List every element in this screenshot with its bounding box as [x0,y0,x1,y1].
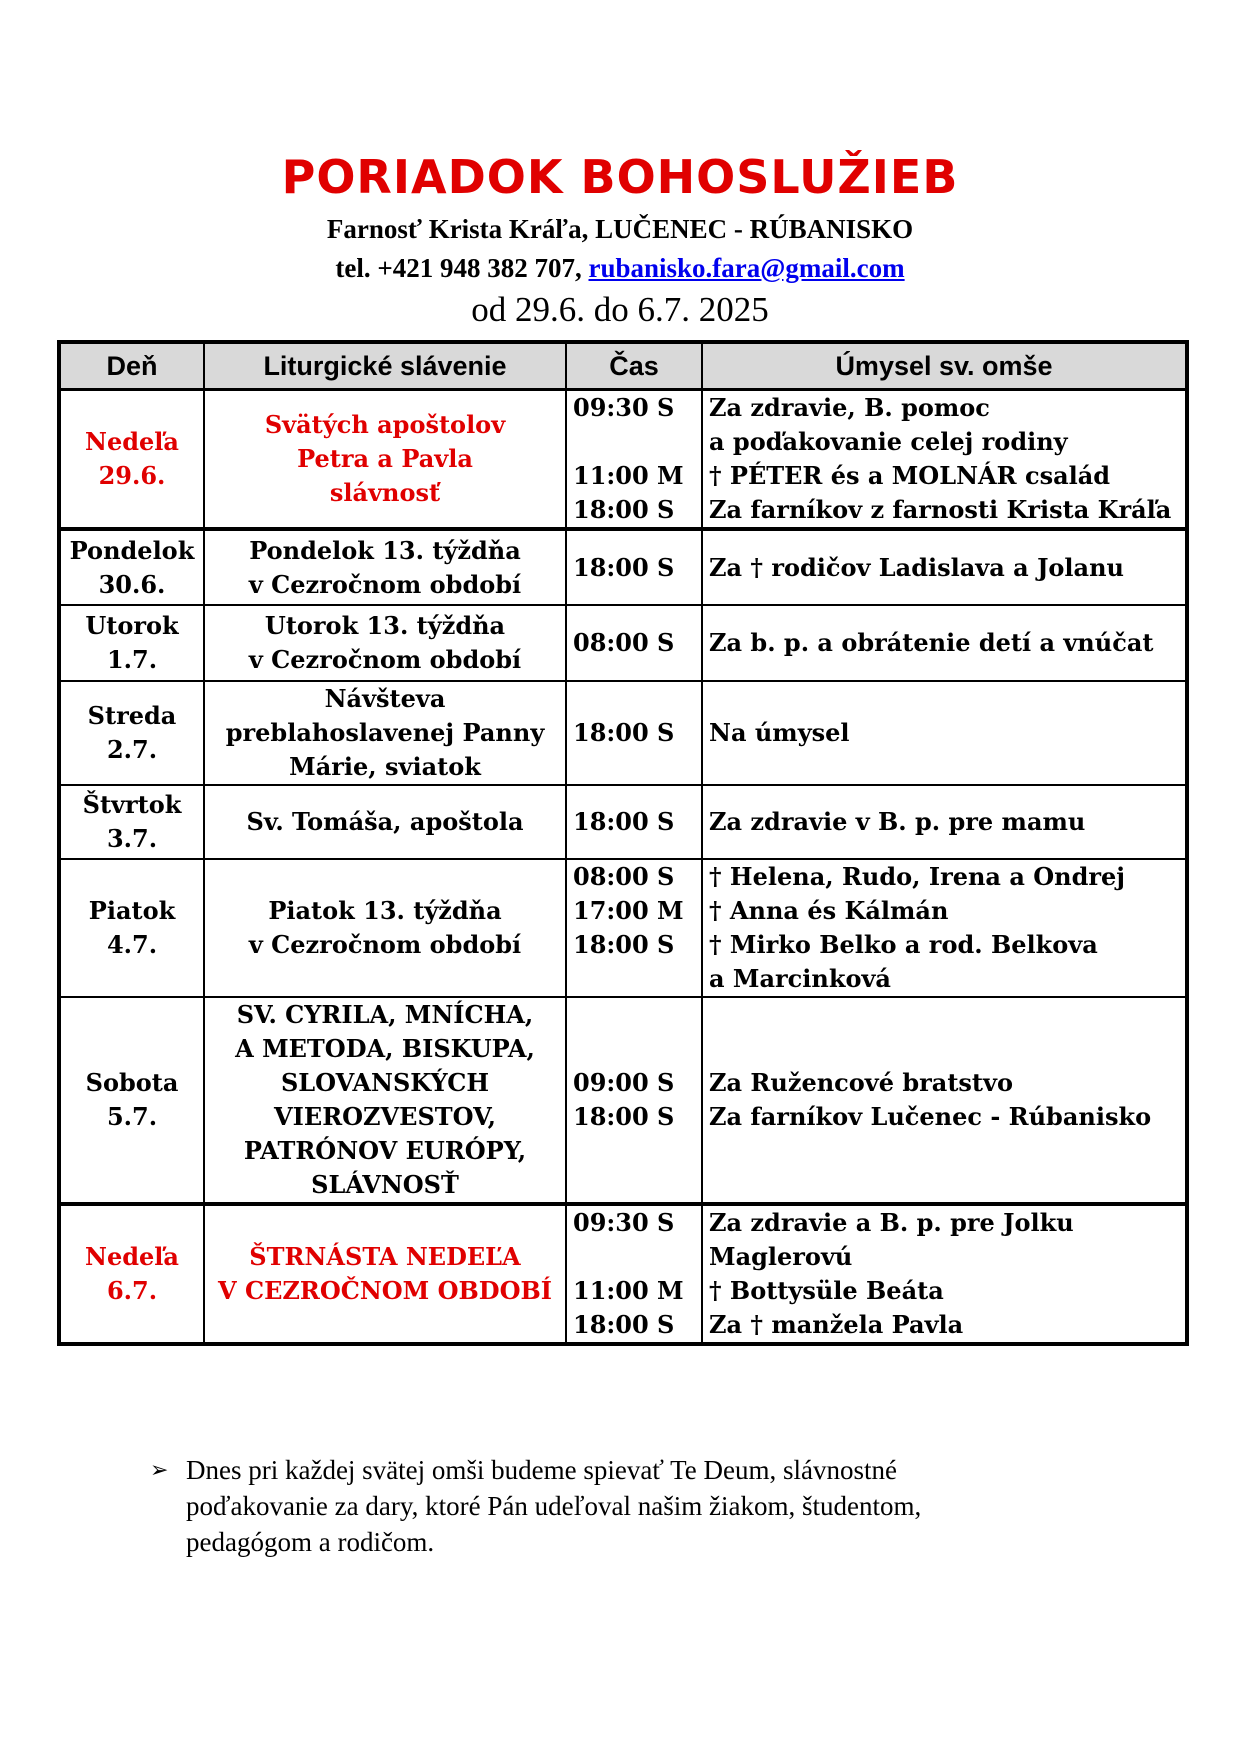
time-cell-line: 09:30 S [573,1208,675,1237]
table-row [59,681,1187,785]
day-cell [59,390,204,530]
arrow-bullet-icon: ➢ [150,1457,169,1482]
day-cell-line: 30.6. [98,569,166,599]
time-cell-line: 09:30 S [573,393,675,422]
time-cell-line: 18:00 S [573,718,675,747]
time-cell [566,785,702,859]
liturgy-cell-line: Utorok 13. týždňa [264,611,506,640]
intention-cell [702,390,1187,530]
table-row [59,390,1187,530]
table-row [59,529,1187,605]
schedule-body [59,390,1187,1345]
time-cell-line: 18:00 S [573,930,675,959]
header-intention: Úmysel sv. omše [702,342,1187,390]
time-cell-line [573,962,695,996]
liturgy-cell-line: Pondelok 13. týždňa [249,535,521,565]
intention-cell-line: Za † manžela Pavla [709,1310,964,1339]
day-cell-line: 4.7. [106,930,158,959]
intention-cell-line: Na úmysel [709,718,850,747]
time-cell-line: 11:00 M [573,461,684,490]
header-day: Deň [59,342,204,390]
day-cell-line: Sobota [85,1068,179,1097]
date-range: od 29.6. do 6.7. 2025 [471,290,769,329]
day-cell [59,529,204,605]
header-liturgy: Liturgické slávenie [204,342,566,390]
time-cell-line [573,1240,695,1274]
day-cell-line: 29.6. [98,461,166,490]
time-cell [566,859,702,997]
day-cell [59,859,204,997]
intention-cell-line: Za b. p. a obrátenie detí a vnúčat [709,628,1154,657]
intention-cell [702,859,1187,997]
table-row [59,605,1187,681]
day-cell-line: 5.7. [106,1102,158,1131]
day-cell [59,605,204,681]
header-time: Čas [566,342,702,390]
time-cell-line: 08:00 S [573,862,675,891]
intention-cell-line: Za † rodičov Ladislava a Jolanu [709,552,1124,582]
intention-cell-line: Za zdravie a B. p. pre Jolku [709,1208,1074,1237]
time-cell [566,605,702,681]
liturgy-cell-line: slávnosť [329,478,441,507]
time-cell-line: 09:00 S [573,1068,675,1097]
intention-cell [702,785,1187,859]
time-cell [566,390,702,530]
liturgy-cell [204,529,566,605]
time-cell [566,1204,702,1344]
time-cell-line: 18:00 S [573,1310,675,1339]
time-cell-line: 18:00 S [573,495,675,524]
intention-cell-line: a Marcinková [709,964,891,993]
time-cell [566,681,702,785]
day-cell-line: Nedeľa [85,427,179,456]
liturgy-cell [204,390,566,530]
intention-cell [702,1204,1187,1344]
time-cell-line [573,425,695,459]
table-row [59,1204,1187,1344]
email-link[interactable]: rubanisko.fara@gmail.com [588,253,905,283]
table-header-row [59,342,1187,390]
page-title: PORIADOK BOHOSLUŽIEB [281,150,959,204]
intention-cell [702,681,1187,785]
liturgy-cell [204,785,566,859]
intention-cell-line: Za farníkov z farnosti Krista Kráľa [709,495,1172,524]
intention-cell-line: Za zdravie v B. p. pre mamu [709,807,1086,836]
time-cell [566,529,702,605]
time-cell-line: 18:00 S [573,552,675,582]
time-cell-line: 11:00 M [573,1276,684,1305]
contact-line [0,253,1240,284]
time-cell-line: 08:00 S [573,628,675,657]
liturgy-cell [204,605,566,681]
intention-cell-line: Za farníkov Lučenec - Rúbanisko [709,1102,1152,1131]
day-cell-line: Štvrtok [82,790,182,819]
intention-cell-line: Za zdravie, B. pomoc [709,393,990,422]
liturgy-cell-line: Návšteva [324,684,446,713]
intention-cell-line: † Helena, Rudo, Irena a Ondrej [709,862,1125,891]
liturgy-cell-line: v Cezročnom období [248,569,522,599]
announcement-text: Dnes pri každej svätej omši budeme spievať Te Deum, slávnostné poďakovanie za dary, ktoré Pán udeľoval našim žiakom, študentom, pedagógom a rodičom. [186,1455,922,1557]
liturgy-cell-line: A METODA, BISKUPA, [235,1034,535,1063]
day-cell-line: Streda [87,701,177,730]
schedule-table [57,340,1189,1346]
liturgy-cell-line: v Cezročnom období [248,645,522,674]
liturgy-cell-line: v Cezročnom období [248,930,522,959]
liturgy-cell [204,997,566,1204]
liturgy-cell-line: Sv. Tomáša, apoštola [246,807,524,836]
day-cell-line: 3.7. [106,824,158,853]
liturgy-cell-line: SV. CYRILA, MNÍCHA, [236,1000,534,1029]
table-row [59,859,1187,997]
liturgy-cell-line: ŠTRNÁSTA NEDEĽA [249,1242,521,1271]
day-cell-line: Utorok [85,611,179,640]
intention-cell-line: Maglerovú [709,1242,853,1271]
intention-cell [702,529,1187,605]
liturgy-cell [204,859,566,997]
liturgy-cell-line: PATRÓNOV EURÓPY, [243,1136,527,1165]
intention-cell-line: † PÉTER és a MOLNÁR család [709,461,1111,490]
day-cell-line: Piatok [88,896,176,925]
day-cell [59,1204,204,1344]
day-cell-line: Pondelok [69,535,195,565]
time-cell-line: 18:00 S [573,807,675,836]
intention-cell-line: Za Ružencové bratstvo [709,1068,1013,1097]
day-cell-line: 1.7. [106,645,158,674]
liturgy-cell-line: V CEZROČNOM OBDOBÍ [217,1276,553,1305]
liturgy-cell-line: Márie, sviatok [289,752,481,781]
liturgy-cell-line: SLÁVNOSŤ [311,1170,459,1199]
table-row [59,785,1187,859]
intention-cell-line: † Anna és Kálmán [709,896,949,925]
table-row [59,997,1187,1204]
time-cell-line: 17:00 M [573,896,684,925]
day-cell [59,785,204,859]
liturgy-cell [204,1204,566,1344]
liturgy-cell-line: Piatok 13. týždňa [268,896,502,925]
day-cell-line: 2.7. [106,735,158,764]
day-cell-line: Nedeľa [85,1242,179,1271]
intention-cell [702,997,1187,1204]
liturgy-cell-line: Svätých apoštolov [264,410,506,439]
day-cell-line: 6.7. [106,1276,158,1305]
parish-name: Farnosť Krista Kráľa, LUČENEC - RÚBANISKO [326,214,914,244]
liturgy-cell-line: preblahoslavenej Panny [225,718,545,747]
liturgy-cell-line: VIEROZVESTOV, [274,1102,496,1131]
time-cell-line: 18:00 S [573,1102,675,1131]
intention-cell-line: † Bottysüle Beáta [709,1276,944,1305]
intention-cell-line: a poďakovanie celej rodiny [709,427,1068,456]
liturgy-cell [204,681,566,785]
liturgy-cell-line: Petra a Pavla [297,444,473,473]
time-cell [566,997,702,1204]
intention-cell-line: † Mirko Belko a rod. Belkova [709,930,1098,959]
liturgy-cell-line: SLOVANSKÝCH [280,1068,490,1097]
intention-cell [702,605,1187,681]
day-cell [59,681,204,785]
day-cell [59,997,204,1204]
phone-number: tel. +421 948 382 707, [335,253,582,283]
